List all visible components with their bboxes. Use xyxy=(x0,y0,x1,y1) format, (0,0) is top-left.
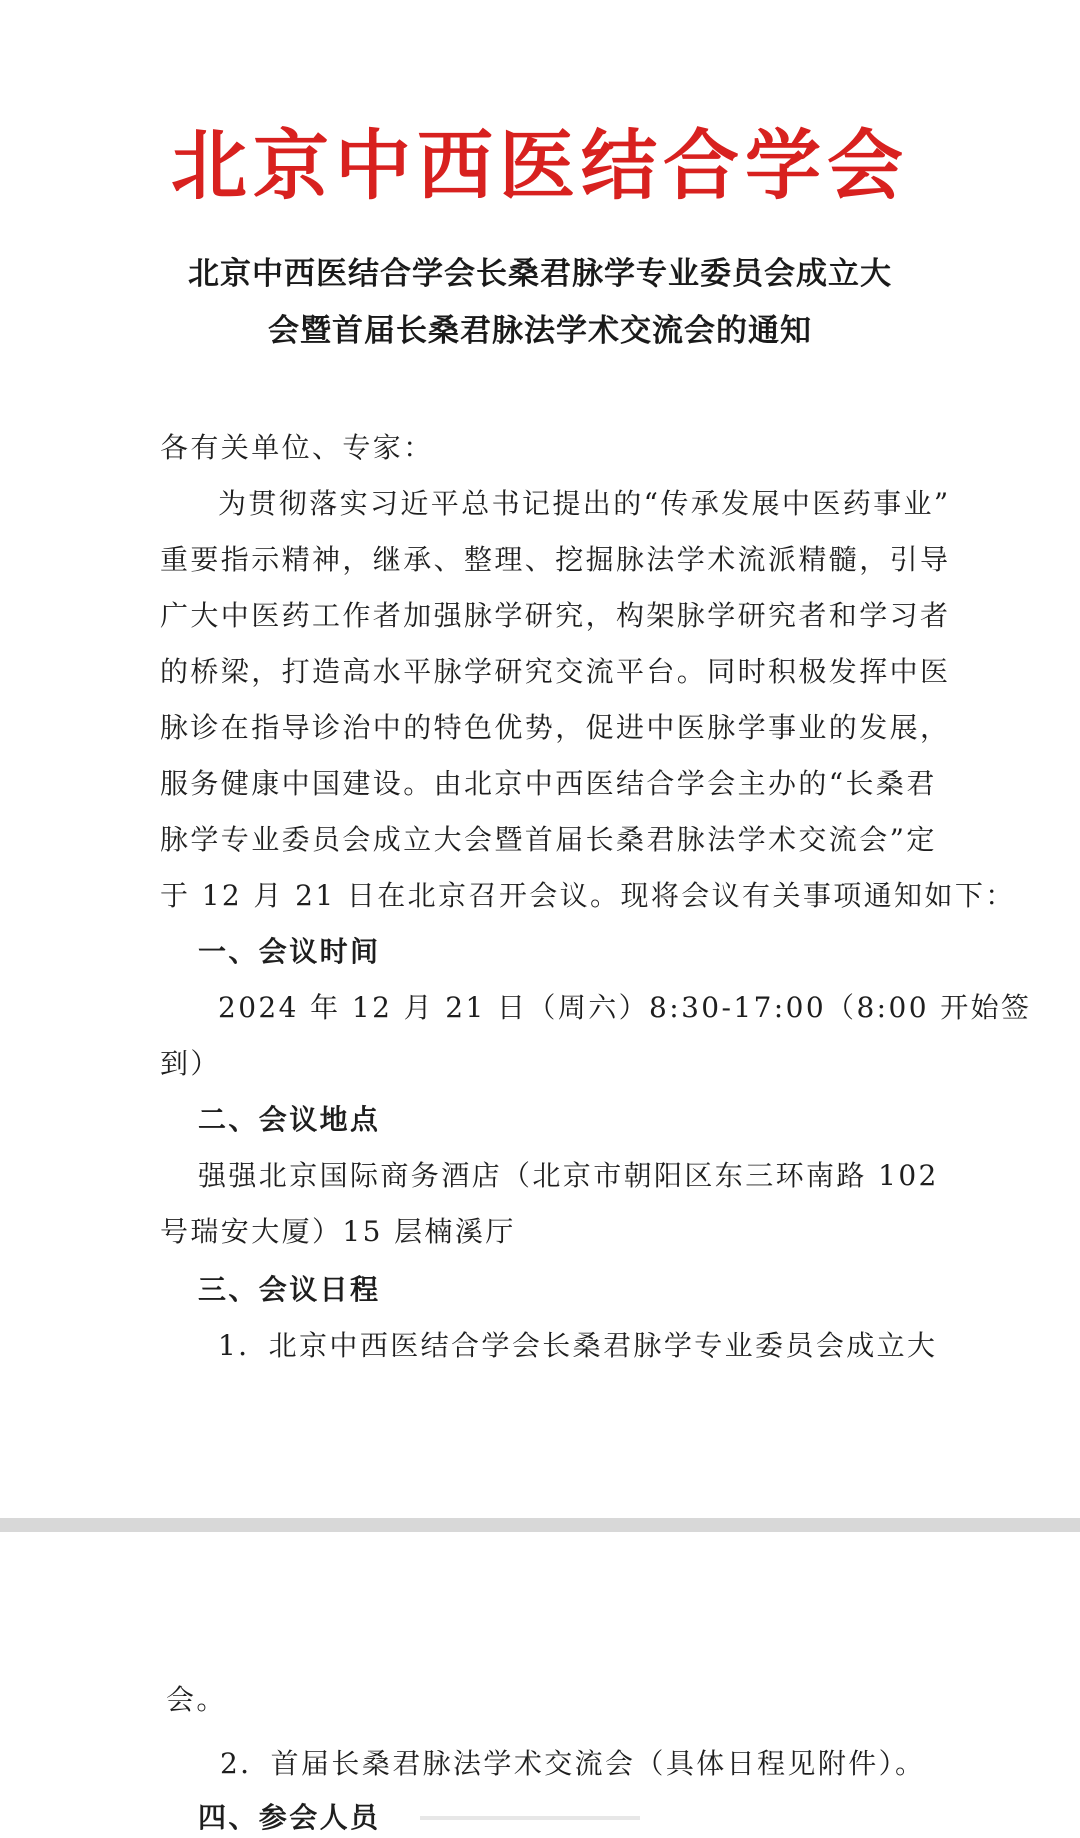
intro-line: 服务健康中国建设。由北京中西医结合学会主办的“长桑君 xyxy=(160,767,937,800)
notice-title-line-1: 北京中西医结合学会长桑君脉学专业委员会成立大 xyxy=(188,256,892,292)
section-heading-time: 一、会议时间 xyxy=(198,935,381,968)
meeting-time-line: 2024 年 12 月 21 日（周六）8:30-17:00（8:00 开始签 xyxy=(218,991,1032,1024)
agenda-item-1-continued: 会。 xyxy=(166,1683,227,1716)
venue-line: 号瑞安大厦）15 层楠溪厅 xyxy=(160,1215,516,1248)
intro-line: 重要指示精神，继承、整理、挖掘脉法学术流派精髓，引导 xyxy=(160,543,951,576)
agenda-item-1: 1．北京中西医结合学会长桑君脉学专业委员会成立大 xyxy=(218,1329,938,1362)
intro-line: 于 12 月 21 日在北京召开会议。现将会议有关事项通知如下： xyxy=(160,879,1016,912)
venue-line: 强强北京国际商务酒店（北京市朝阳区东三环南路 102 xyxy=(198,1159,939,1192)
scroll-indicator xyxy=(420,1816,640,1820)
document-page-2 xyxy=(0,1532,1080,1833)
section-heading-attendees: 四、参会人员 xyxy=(198,1801,381,1834)
intro-line: 的桥梁，打造高水平脉学研究交流平台。同时积极发挥中医 xyxy=(160,655,951,688)
agenda-item-2: 2．首届长桑君脉法学术交流会（具体日程见附件）。 xyxy=(220,1747,926,1780)
page-separator xyxy=(0,1518,1080,1532)
intro-line: 脉诊在指导诊治中的特色优势，促进中医脉学事业的发展， xyxy=(160,711,951,744)
intro-line: 广大中医药工作者加强脉学研究，构架脉学研究者和学习者 xyxy=(160,599,951,632)
section-heading-agenda: 三、会议日程 xyxy=(198,1273,381,1306)
section-heading-venue: 二、会议地点 xyxy=(198,1103,381,1136)
intro-line: 脉学专业委员会成立大会暨首届长桑君脉法学术交流会”定 xyxy=(160,823,937,856)
notice-title-line-2: 会暨首届长桑君脉法学术交流会的通知 xyxy=(268,313,812,349)
salutation: 各有关单位、专家： xyxy=(160,431,434,464)
intro-line: 为贯彻落实习近平总书记提出的“传承发展中医药事业” xyxy=(218,487,951,520)
meeting-time-line: 到） xyxy=(160,1047,221,1080)
organization-letterhead: 北京中西医结合学会 xyxy=(171,121,909,210)
